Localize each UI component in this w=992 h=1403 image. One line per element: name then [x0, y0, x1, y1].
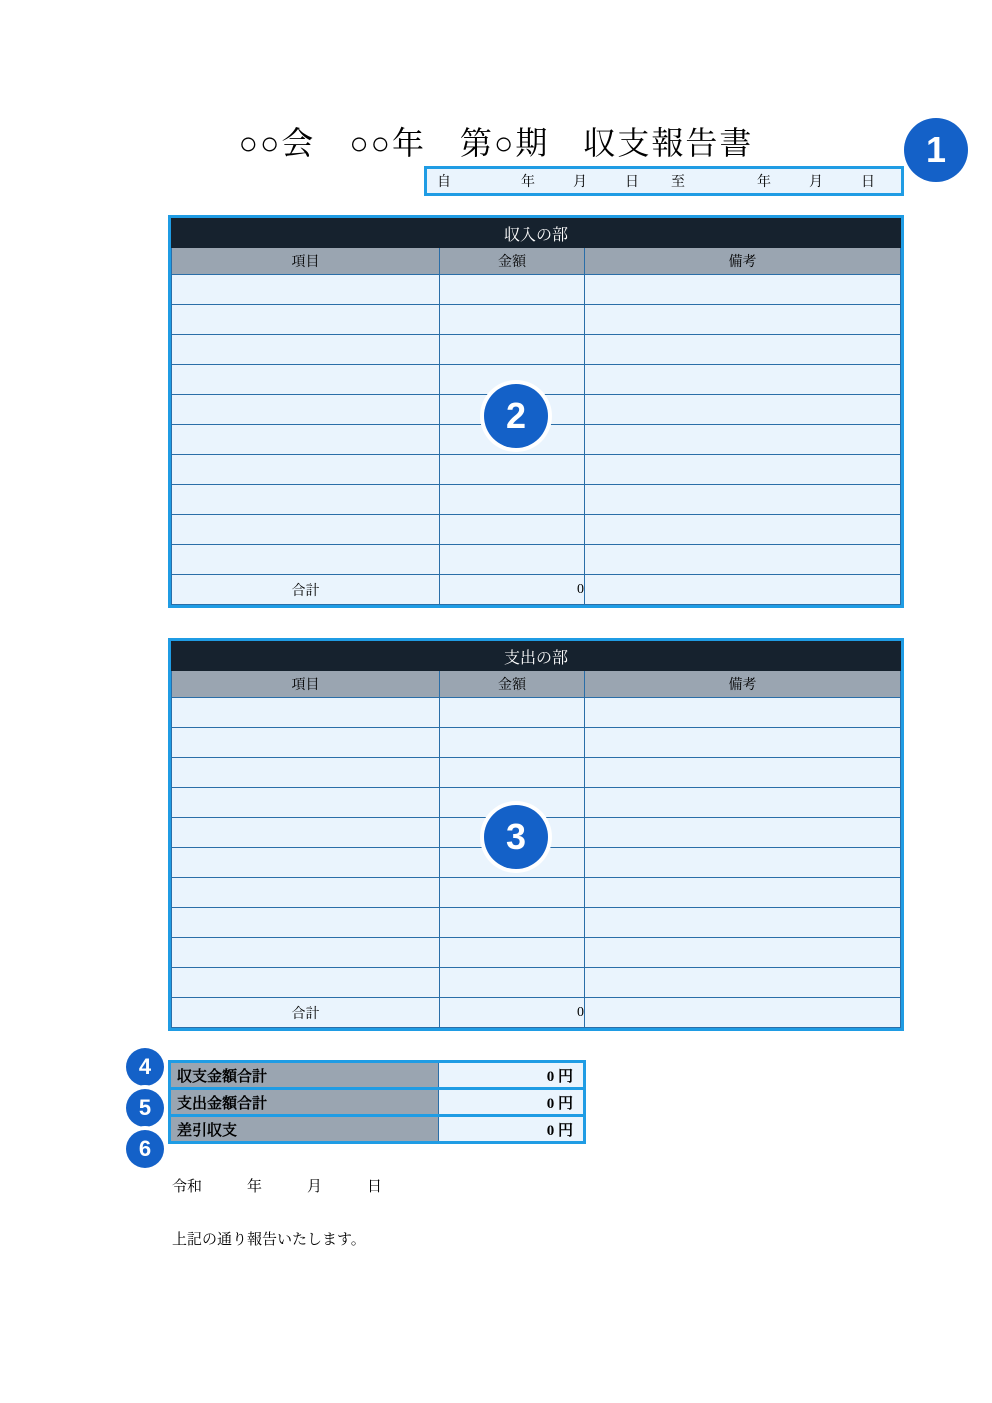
income-total-note[interactable]: [585, 575, 901, 605]
expense-cell-note[interactable]: [585, 938, 901, 968]
income-total-label: 合計: [172, 575, 440, 605]
period-from-label: 自: [437, 175, 451, 190]
summary-label-expense-total: 支出金額合計: [171, 1090, 439, 1114]
income-cell-amount[interactable]: [440, 275, 585, 305]
income-cell-item[interactable]: [172, 515, 440, 545]
period-to-year: 年: [757, 175, 771, 190]
summary-value-balance[interactable]: 0 円: [439, 1117, 583, 1141]
table-row[interactable]: [172, 305, 901, 335]
period-field-box[interactable]: [424, 166, 904, 196]
income-cell-amount[interactable]: [440, 455, 585, 485]
expense-cell-note[interactable]: [585, 848, 901, 878]
expense-cell-amount[interactable]: [440, 878, 585, 908]
income-cell-amount[interactable]: [440, 515, 585, 545]
callout-badge-3: 3: [484, 805, 548, 869]
summary-block: [168, 1060, 586, 1141]
income-cell-note[interactable]: [585, 395, 901, 425]
income-cell-note[interactable]: [585, 275, 901, 305]
expense-cell-item[interactable]: [172, 908, 440, 938]
callout-badge-5: 5: [126, 1089, 164, 1127]
callout-badge-4: 4: [126, 1048, 164, 1086]
summary-value-income-total[interactable]: 0 円: [439, 1063, 583, 1087]
income-cell-item[interactable]: [172, 485, 440, 515]
expense-cell-amount[interactable]: [440, 728, 585, 758]
income-band-row: [172, 219, 901, 248]
table-row[interactable]: [172, 938, 901, 968]
income-col-amount: 金額: [440, 248, 585, 275]
table-row[interactable]: [172, 335, 901, 365]
expense-cell-note[interactable]: [585, 908, 901, 938]
expense-col-note: 備考: [585, 671, 901, 698]
expense-cell-item[interactable]: [172, 848, 440, 878]
footer-note: 上記の通り報告いたします。: [172, 1232, 366, 1248]
period-from-month: 月: [573, 175, 587, 190]
expense-total-row: [172, 998, 901, 1028]
expense-cell-note[interactable]: [585, 878, 901, 908]
summary-label-balance: 差引収支: [171, 1117, 439, 1141]
footer-date-line: 令和 年 月 日: [172, 1179, 383, 1195]
expense-cell-item[interactable]: [172, 968, 440, 998]
income-cell-note[interactable]: [585, 515, 901, 545]
expense-cell-item[interactable]: [172, 698, 440, 728]
income-cell-item[interactable]: [172, 545, 440, 575]
table-row[interactable]: [172, 275, 901, 305]
income-cell-amount[interactable]: [440, 545, 585, 575]
income-cell-note[interactable]: [585, 425, 901, 455]
expense-cell-amount[interactable]: [440, 698, 585, 728]
table-row[interactable]: [172, 878, 901, 908]
table-row[interactable]: [172, 968, 901, 998]
expense-cell-item[interactable]: [172, 728, 440, 758]
expense-cell-amount[interactable]: [440, 938, 585, 968]
callout-badge-6: 6: [126, 1130, 164, 1168]
expense-cell-item[interactable]: [172, 818, 440, 848]
expense-cell-note[interactable]: [585, 788, 901, 818]
period-from-day: 日: [625, 175, 639, 190]
income-cell-note[interactable]: [585, 335, 901, 365]
expense-band-label: 支出の部: [172, 642, 901, 671]
income-cell-item[interactable]: [172, 365, 440, 395]
expense-cell-note[interactable]: [585, 758, 901, 788]
expense-cell-amount[interactable]: [440, 758, 585, 788]
expense-cell-amount[interactable]: [440, 908, 585, 938]
income-cell-item[interactable]: [172, 335, 440, 365]
page-title: ○○会 ○○年 第○期 収支報告書: [238, 125, 754, 161]
expense-cell-amount[interactable]: [440, 968, 585, 998]
period-to-label: 至: [671, 175, 685, 190]
expense-col-item: 項目: [172, 671, 440, 698]
expense-cell-note[interactable]: [585, 818, 901, 848]
income-cell-note[interactable]: [585, 485, 901, 515]
income-cell-note[interactable]: [585, 365, 901, 395]
period-to-day: 日: [861, 175, 875, 190]
income-total-value: 0: [440, 575, 585, 605]
expense-cell-item[interactable]: [172, 758, 440, 788]
expense-cell-item[interactable]: [172, 788, 440, 818]
income-cell-item[interactable]: [172, 455, 440, 485]
expense-total-note[interactable]: [585, 998, 901, 1028]
summary-value-expense-total[interactable]: 0 円: [439, 1090, 583, 1114]
income-total-row: [172, 575, 901, 605]
income-cell-item[interactable]: [172, 425, 440, 455]
summary-row-income-total: [168, 1060, 586, 1090]
period-to-month: 月: [809, 175, 823, 190]
table-row[interactable]: [172, 545, 901, 575]
income-cell-note[interactable]: [585, 545, 901, 575]
table-row[interactable]: [172, 698, 901, 728]
income-cell-item[interactable]: [172, 395, 440, 425]
callout-badge-2: 2: [484, 384, 548, 448]
income-cell-note[interactable]: [585, 305, 901, 335]
income-col-note: 備考: [585, 248, 901, 275]
summary-row-expense-total: [168, 1087, 586, 1117]
summary-row-balance: [168, 1114, 586, 1144]
income-band-label: 収入の部: [172, 219, 901, 248]
table-row[interactable]: [172, 365, 901, 395]
callout-badge-1: 1: [904, 118, 968, 182]
income-cell-item[interactable]: [172, 305, 440, 335]
income-cell-amount[interactable]: [440, 485, 585, 515]
income-cell-amount[interactable]: [440, 305, 585, 335]
income-cell-note[interactable]: [585, 455, 901, 485]
expense-total-label: 合計: [172, 998, 440, 1028]
income-header-row: [172, 248, 901, 275]
period-field-inner: [427, 169, 901, 193]
expense-col-amount: 金額: [440, 671, 585, 698]
table-row[interactable]: [172, 515, 901, 545]
expense-cell-note[interactable]: [585, 968, 901, 998]
income-col-item: 項目: [172, 248, 440, 275]
table-row[interactable]: [172, 455, 901, 485]
table-row[interactable]: [172, 485, 901, 515]
expense-cell-note[interactable]: [585, 698, 901, 728]
expense-cell-item[interactable]: [172, 938, 440, 968]
period-from-year: 年: [521, 175, 535, 190]
table-row[interactable]: [172, 908, 901, 938]
summary-label-income-total: 収支金額合計: [171, 1063, 439, 1087]
income-cell-item[interactable]: [172, 275, 440, 305]
expense-total-value: 0: [440, 998, 585, 1028]
expense-band-row: [172, 642, 901, 671]
table-row[interactable]: [172, 758, 901, 788]
expense-cell-note[interactable]: [585, 728, 901, 758]
expense-header-row: [172, 671, 901, 698]
table-row[interactable]: [172, 728, 901, 758]
expense-cell-item[interactable]: [172, 878, 440, 908]
income-cell-amount[interactable]: [440, 335, 585, 365]
